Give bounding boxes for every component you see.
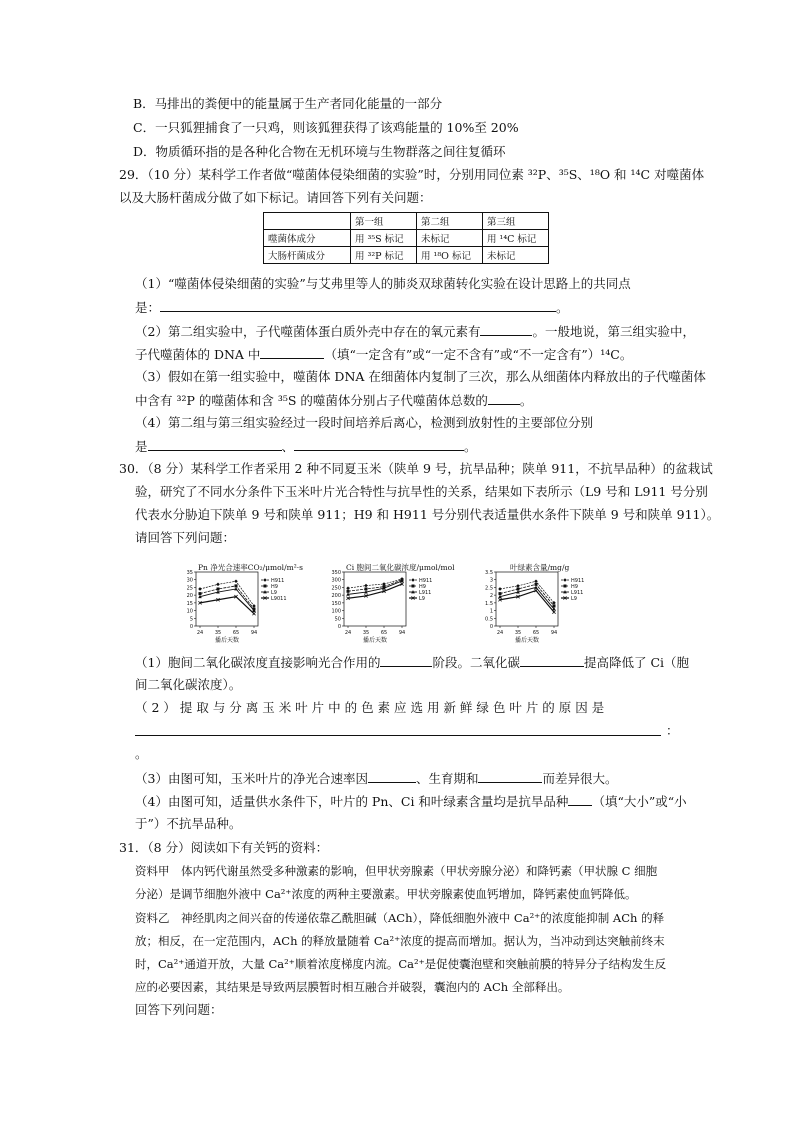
legend-label: H911 — [271, 577, 285, 584]
data-point — [564, 585, 567, 588]
legend-label: L9 — [419, 595, 425, 602]
data-point — [365, 587, 368, 590]
table-header: 第一组 — [351, 213, 417, 230]
x-tick-label: 94 — [398, 630, 406, 636]
y-tick-label: 150 — [331, 600, 341, 607]
table-cell: 用 ³²P 标记 — [351, 247, 417, 264]
y-tick-label: 15 — [186, 600, 193, 607]
q30-stem-line3: 代表水分胁迫下陕单 9 号和陕单 911；H9 和 H911 号分别代表适量供水条件下陕单 9 号和陕单 911）。 — [135, 507, 720, 522]
legend-label: H9 — [271, 583, 278, 590]
q30-sub2-line3: 。 — [135, 746, 148, 761]
legend-label: L9011 — [271, 595, 287, 602]
y-tick-label: 5 — [189, 616, 193, 623]
data-point — [552, 611, 555, 614]
series-line — [200, 589, 254, 611]
x-tick-label: 65 — [232, 630, 240, 636]
series-line — [500, 591, 554, 613]
y-tick-label: 30 — [186, 577, 193, 584]
text: （填“一定含有”或“一定不含有”或“不一定含有”）¹⁴C。 — [324, 347, 633, 362]
text: 。 — [556, 300, 569, 315]
text: 而差异很大。 — [542, 771, 618, 786]
text: 提高降低了 Ci（胞 — [583, 655, 690, 670]
table-cell: 用 ¹⁴C 标记 — [483, 230, 549, 247]
q29-sub3-line1: （3）假如在第一组实验中，噬菌体 DNA 在细菌体内复制了三次，那么从细菌体内释放出的子代噬菌体 — [135, 369, 706, 384]
q30-sub2-blank-line — [135, 723, 663, 740]
data-point — [217, 587, 220, 590]
q29-stem-line2: 以及大肠杆菌成分做了如下标记。请回答下列有关问题： — [119, 190, 432, 205]
q30-sub2-line1: （ 2 ） 提 取 与 分 离 玉 米 叶 片 中 的 色 素 应 选 用 新 鲜 绿 色 叶 片 的 原 因 是 — [135, 700, 605, 715]
y-tick-label: 10 — [186, 608, 193, 615]
y-tick-label: 100 — [331, 608, 341, 615]
table-cell: 未标记 — [417, 230, 483, 247]
q31-material-b-line4: 应的必要因素，其结果是导致两层膜暂时相互融合并破裂，囊泡内的 ACh 全部释出。 — [135, 980, 570, 994]
x-tick-label: 94 — [550, 630, 558, 636]
text: 。一般地说，第三组实验中， — [532, 324, 695, 339]
q29-sub4-line1: （4）第二组与第三组实验经过一段时间培养后离心，检测到放射性的主要部位分别 — [135, 415, 593, 430]
data-point — [199, 592, 202, 595]
data-point — [534, 579, 538, 583]
table-cell: 用 ³⁵S 标记 — [351, 230, 417, 247]
series-line — [200, 581, 254, 606]
table-row — [264, 213, 549, 230]
text: （1）胞间二氧化碳浓度直接影响光合作用的 — [135, 655, 381, 670]
chart-title: Pn 净光合速率CO₂/μmol/m²·s — [198, 563, 303, 572]
text: 阶段。二氧化碳 — [432, 655, 520, 670]
q30-stem-line2: 验，研究了不同水分条件下玉米叶片光合特性与抗旱性的关系，结果如下表所示（L9 号和 L911 号分别 — [135, 484, 708, 499]
y-tick-label: 0.5 — [485, 616, 493, 623]
data-point — [364, 584, 368, 588]
x-tick-label: 35 — [362, 630, 370, 636]
text: （2）第二组实验中，子代噬菌体蛋白质外壳中存在的氧元素有 — [135, 324, 481, 339]
q29-stem-line1: 29．（10 分）某科学工作者做“噬菌体侵染细菌的实验”时，分别用同位素 ³²P、³⁵S、¹⁸O 和 ¹⁴C 对噬菌体 — [119, 167, 705, 182]
y-tick-label: 350 — [331, 570, 341, 576]
q29-label-table — [263, 212, 549, 264]
y-tick-label: 250 — [331, 585, 341, 592]
q30-sub1-line1 — [135, 654, 689, 671]
q31-material-a-line1: 资料甲 体内钙代谢虽然受多种激素的影响，但甲状旁腺素（甲状旁腺分泌）和降钙素（甲状腺 C 细胞 — [135, 864, 658, 878]
chart-chlorophyll-svg — [480, 562, 620, 644]
q31-material-b-line1: 资料乙 神经肌肉之间兴奋的传递依靠乙酰胆碱（ACh），降低细胞外液中 Ca²⁺的浓度能抑制 ACh 的释 — [135, 911, 665, 925]
x-tick-label: 24 — [344, 630, 352, 636]
answer-blank[interactable] — [488, 392, 520, 405]
chart-ci — [328, 562, 468, 647]
text: 是： — [135, 300, 161, 315]
legend-label: H911 — [419, 577, 433, 584]
legend-label: L911 — [419, 589, 432, 596]
y-tick-label: 25 — [186, 585, 193, 592]
x-tick-label: 24 — [196, 630, 204, 636]
q29-sub2-line1 — [135, 323, 695, 340]
answer-blank[interactable] — [520, 654, 584, 667]
q31-material-b-line2: 放；相反，在一定范围内，ACh 的释放量随着 Ca²⁺浓度的提高而增加。据认为，当冲动到达突触前终末 — [135, 934, 665, 948]
chart-chlorophyll — [480, 562, 620, 647]
table-cell: 噬菌体成分 — [264, 230, 351, 247]
x-tick-label: 94 — [250, 630, 258, 636]
data-point — [411, 578, 415, 582]
q31-material-a-line2: 分泌）是调节细胞外液中 Ca²⁺浓度的两种主要激素。甲状旁腺素使血钙增加，降钙素使血钙降低。 — [135, 887, 637, 901]
answer-blank[interactable] — [160, 299, 556, 312]
chart-ci-svg — [328, 562, 468, 644]
q28-option-c: C．一只狐狸捕食了一只鸡，则该狐狸获得了该鸡能量的 10%至 20% — [133, 120, 519, 135]
data-point — [563, 578, 567, 582]
y-tick-label: 1.5 — [485, 600, 493, 607]
q29-sub1-line2 — [135, 299, 569, 316]
data-point — [499, 592, 502, 595]
answer-blank[interactable] — [148, 438, 282, 451]
data-point — [216, 583, 220, 587]
q28-option-b: B．马排出的粪便中的能量属于生产者同化能量的一部分 — [133, 96, 443, 111]
data-point — [412, 585, 415, 588]
legend-label: L911 — [571, 589, 584, 596]
text: 、 — [281, 439, 295, 454]
series-line — [348, 584, 402, 598]
x-tick-label: 35 — [514, 630, 522, 636]
q28-option-d: D．物质循环指的是各种化合物在无机环境与生物群落之间往复循环 — [133, 144, 506, 159]
data-point — [235, 584, 238, 587]
q31-stem: 31．（8 分）阅读如下有关钙的资料： — [119, 840, 329, 855]
y-tick-label: 3.5 — [485, 570, 493, 576]
table-cell: 未标记 — [483, 247, 549, 264]
data-point — [517, 587, 520, 590]
answer-blank[interactable] — [480, 323, 532, 336]
y-tick-label: 0 — [489, 624, 493, 630]
q31-prompt: 回答下列问题： — [135, 1002, 223, 1017]
legend-label: L9 — [271, 589, 277, 596]
q31-material-b-line3: 时，Ca²⁺通道开放，大量 Ca²⁺顺着浓度梯度内流。Ca²⁺是促使囊泡壁和突触前膜的特异分子结构发生反 — [135, 957, 667, 971]
text: （4）由图可知，适量供水条件下，叶片的 Pn、Ci 和叶绿素含量均是抗旱品种 — [135, 794, 569, 809]
text: （3）由图可知，玉米叶片的净光合速率因 — [135, 771, 368, 786]
q30-stem-line1: 30．（8 分）某科学工作者采用 2 种不同夏玉米（陕单 9 号，抗旱品种；陕单 911，不抗旱品种）的盆栽试 — [119, 461, 713, 476]
table-cell — [264, 213, 351, 230]
data-point — [263, 578, 267, 582]
data-point — [198, 587, 202, 591]
data-point — [252, 612, 255, 615]
q29-sub2-line2 — [135, 346, 632, 363]
y-tick-label: 0 — [337, 624, 341, 630]
y-tick-label: 200 — [331, 593, 341, 600]
y-tick-label: 300 — [331, 577, 341, 584]
text: 。 — [519, 393, 533, 408]
y-tick-label: 50 — [334, 616, 341, 623]
y-tick-label: 35 — [186, 570, 193, 576]
chart-pn-svg — [180, 562, 320, 644]
q30-sub4-line1 — [135, 793, 687, 810]
answer-blank[interactable] — [135, 723, 661, 736]
answer-blank[interactable] — [368, 770, 416, 783]
answer-blank[interactable] — [294, 438, 464, 451]
y-tick-label: 1 — [489, 608, 493, 615]
answer-blank[interactable] — [568, 793, 592, 806]
q30-sub1-line2: 间二氧化碳浓度）。 — [135, 677, 242, 692]
q29-sub3-line2 — [135, 392, 532, 409]
data-point — [264, 585, 267, 588]
data-point — [535, 583, 538, 586]
table-row — [264, 230, 549, 247]
q30-sub4-line2: 于”）不抗旱品种。 — [135, 816, 242, 831]
x-axis-label: 播后天数 — [362, 637, 388, 644]
y-tick-label: 0 — [189, 624, 193, 630]
x-tick-label: 35 — [214, 630, 222, 636]
table-row — [264, 247, 549, 264]
y-tick-label: 3 — [489, 577, 493, 584]
data-point — [553, 604, 556, 607]
table-cell: 用 ¹⁸O 标记 — [417, 247, 483, 264]
y-tick-label: 20 — [186, 593, 193, 600]
x-tick-label: 24 — [496, 630, 504, 636]
data-point — [347, 590, 350, 593]
q30-sub3-line — [135, 770, 618, 787]
text: 。 — [464, 439, 477, 454]
legend-label: L9 — [571, 595, 577, 602]
data-point — [346, 586, 350, 590]
text: 、生育期和 — [415, 771, 479, 786]
x-tick-label: 65 — [532, 630, 540, 636]
chart-title: 叶绿素含量/mg/g — [510, 563, 570, 572]
answer-blank[interactable] — [260, 346, 324, 359]
q30-stem-line4: 请回答下列问题： — [135, 530, 236, 545]
table-cell: 大肠杆菌成分 — [264, 247, 351, 264]
data-point — [252, 604, 256, 608]
y-tick-label: 2.5 — [485, 585, 493, 592]
legend-label: H9 — [419, 583, 426, 590]
q30-sub2-colon: ： — [666, 723, 679, 738]
text: 是 — [135, 439, 148, 454]
legend-label: H9 — [571, 583, 578, 590]
chart-title: Ci 胞间二氧化碳浓度/μmol/mol — [346, 563, 455, 572]
q29-sub1-line1: （1）“噬菌体侵染细菌的实验”与艾弗里等人的肺炎双球菌转化实验在设计思路上的共同点 — [135, 276, 631, 291]
data-point — [234, 579, 238, 583]
q29-sub4-line2 — [135, 438, 477, 455]
data-point — [498, 587, 502, 591]
answer-blank[interactable] — [478, 770, 542, 783]
table-header: 第二组 — [417, 213, 483, 230]
text: 中含有 ³²P 的噬菌体和含 ³⁵S 的噬菌体分别占子代噬菌体总数的 — [135, 393, 488, 408]
text: （填“大小”或“小 — [592, 794, 687, 809]
text: 子代噬菌体的 DNA 中 — [135, 347, 261, 362]
x-axis-label: 播后天数 — [514, 637, 540, 644]
chart-pn — [180, 562, 320, 647]
answer-blank[interactable] — [380, 654, 432, 667]
x-tick-label: 65 — [380, 630, 388, 636]
x-axis-label: 播后天数 — [214, 637, 240, 644]
legend-label: H911 — [571, 577, 585, 584]
table-header: 第三组 — [483, 213, 549, 230]
data-point — [534, 586, 538, 589]
y-tick-label: 2 — [489, 593, 493, 600]
data-point — [516, 584, 520, 588]
